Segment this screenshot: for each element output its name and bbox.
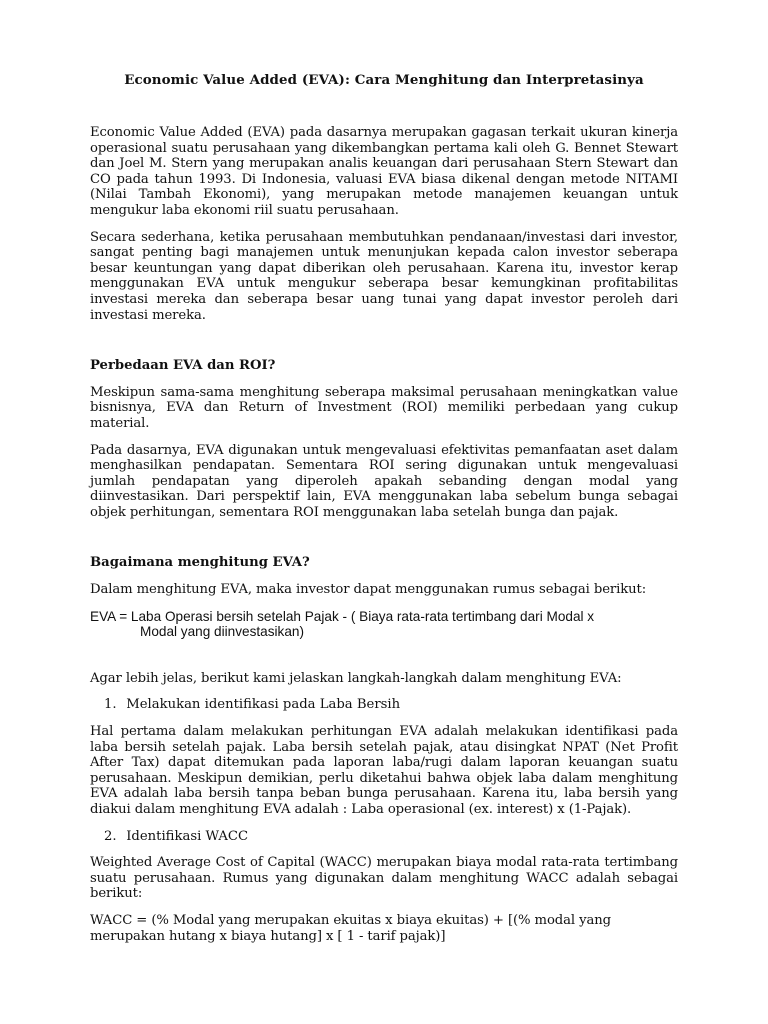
eva-formula-line-2: Modal yang diinvestasikan): [140, 624, 304, 640]
intro-paragraph-1: Economic Value Added (EVA) pada dasarnya merupakan gagasan terkait ukuran kinerja operasional suatu perusahaan yang dikembangkan pertama kali oleh G. Bennet Stewart dan Joel M. Stern yang merupakan analis keuangan dari perusahaan Stern Stewart dan CO pada tahun 1993. Di Indonesia, valuasi EVA biasa dikenal dengan metode NITAMI (Nilai Tambah Ekonomi), yang merupakan metode manajemen keuangan untuk mengukur laba ekonomi riil suatu perusahaan.: [90, 125, 678, 218]
steps-intro: Agar lebih jelas, berikut kami jelaskan langkah-langkah dalam menghitung EVA:: [90, 670, 622, 686]
document-title: Economic Value Added (EVA): Cara Menghitung dan Interpretasinya: [124, 72, 644, 88]
section1-paragraph-2: Pada dasarnya, EVA digunakan untuk mengevaluasi efektivitas pemanfaatan aset dalam menghasilkan pendapatan. Sementara ROI sering digunakan untuk mengevaluasi jumlah pendapatan yang diperoleh apakah sebanding dengan modal yang diinvestasikan. Dari perspektif lain, EVA menggunakan laba sebelum bunga sebagai objek perhitungan, sementara ROI menggunakan laba setelah bunga dan pajak.: [90, 442, 678, 520]
intro-paragraph-2: Secara sederhana, ketika perusahaan membutuhkan pendanaan/investasi dari investor, sangat penting bagi manajemen untuk menunjukan kepada calon investor seberapa besar keuntungan yang dapat diberikan oleh perusahaan. Karena itu, investor kerap menggunakan EVA untuk mengukur seberapa besar kemungkinan profitabilitas investasi mereka dan seberapa besar uang tunai yang dapat investor peroleh dari investasi mereka.: [90, 229, 678, 323]
step-2-heading: [104, 829, 678, 845]
spacer: [90, 651, 678, 671]
step-1-label: Melakukan identifikasi pada Laba Bersih: [126, 697, 401, 713]
step-2-number: 2.: [104, 828, 117, 844]
wacc-formula: WACC = (% Modal yang merupakan ekuitas x biaya ekuitas) + [(% modal yang merupakan hutang x biaya hutang] x [ 1 - tarif pajak)]: [90, 912, 611, 944]
step-2-label: Identifikasi WACC: [126, 828, 249, 844]
step-1-paragraph: Hal pertama dalam melakukan perhitungan EVA adalah melakukan identifikasi pada laba bersih setelah pajak. Laba bersih setelah pajak, atau disingkat NPAT (Net Profit After Tax) dapat ditemukan pada laporan laba/rugi dalam laporan keuangan suatu perusahaan. Meskipun demikian, perlu diketahui bahwa objek laba dalam menghitung EVA adalah laba bersih tanpa beban bunga perusahaan. Karena itu, laba bersih yang diakui dalam menghitung EVA adalah : Laba operasional (ex. interest) x (1-Pajak).: [90, 724, 678, 817]
section1-paragraph-1: Meskipun sama-sama menghitung seberapa maksimal perusahaan meningkatkan value bisnisnya, EVA dan Return of Investment (ROI) memiliki perbedaan yang cukup material.: [90, 384, 678, 431]
eva-formula-line-1: EVA = Laba Operasi bersih setelah Pajak - ( Biaya rata-rata tertimbang dari Modal x: [90, 608, 595, 624]
eva-formula: [90, 609, 678, 640]
section2-lead: Dalam menghitung EVA, maka investor dapat menggunakan rumus sebagai berikut:: [90, 582, 647, 598]
section-heading-how-to-calculate: Bagaimana menghitung EVA?: [90, 555, 310, 571]
step-1-heading: [104, 697, 678, 713]
step-1-number: 1.: [104, 697, 117, 713]
section-heading-eva-vs-roi: Perbedaan EVA dan ROI?: [90, 358, 276, 374]
step-2-paragraph: Weighted Average Cost of Capital (WACC) merupakan biaya modal rata-rata tertimbang suatu perusahaan. Rumus yang digunakan dalam menghitung WACC adalah sebagai berikut:: [90, 855, 678, 902]
